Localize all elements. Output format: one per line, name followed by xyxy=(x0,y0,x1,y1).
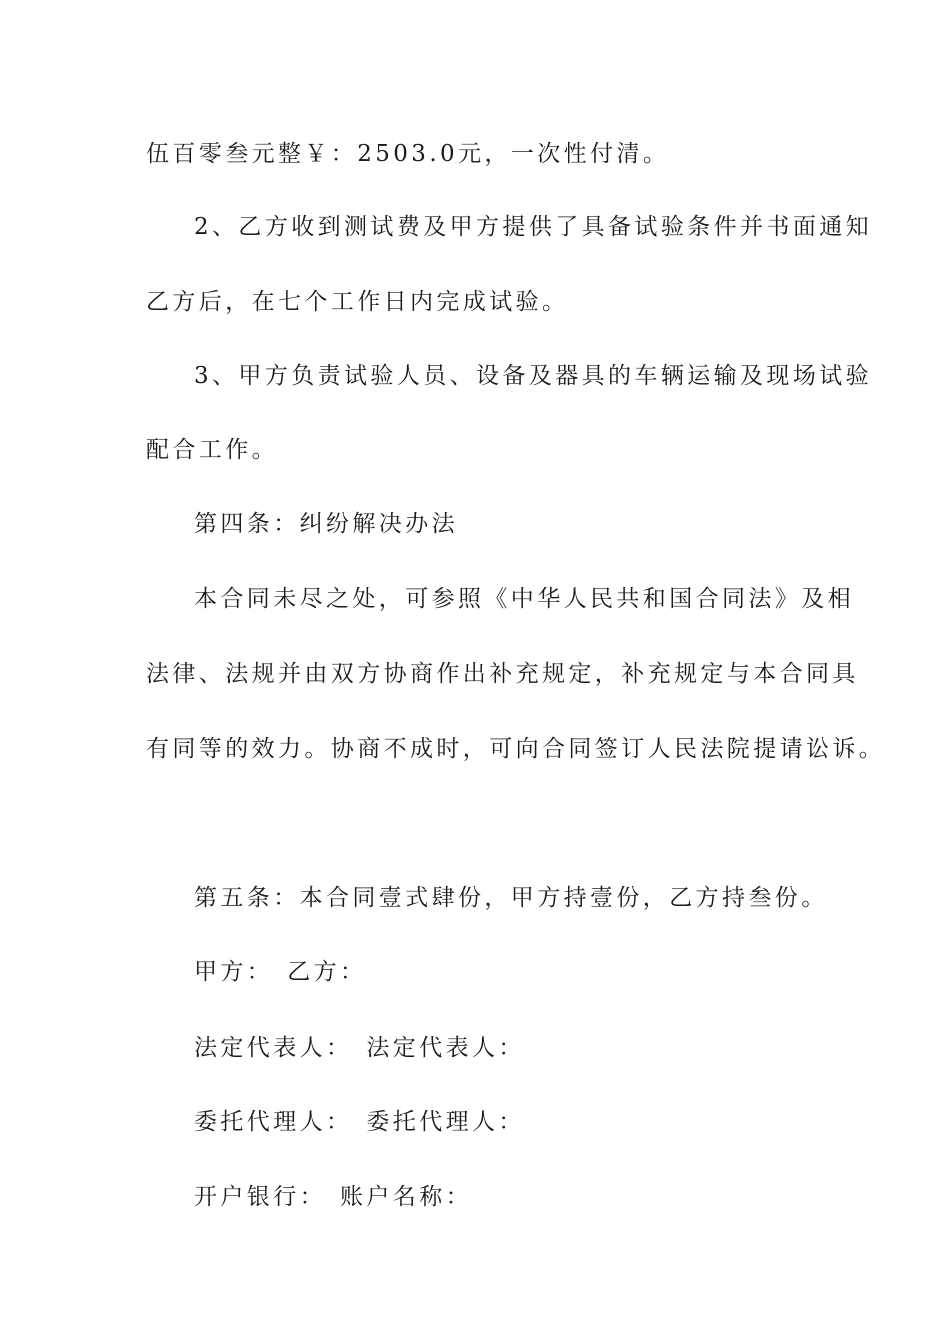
bank-label: 开户银行： xyxy=(194,1184,326,1210)
clause-item-2-line-2: 乙方后，在七个工作日内完成试验。 xyxy=(146,289,569,315)
party-line xyxy=(194,957,366,987)
legal-rep-b-label: 法定代表人： xyxy=(366,1035,525,1061)
agent-a-label: 委托代理人： xyxy=(194,1109,353,1135)
payment-amount-line: 伍百零叁元整￥：2503.0元，一次性付清。 xyxy=(146,141,670,167)
clause-item-3-line-2: 配合工作。 xyxy=(146,437,278,463)
agent-line xyxy=(194,1107,525,1137)
article-4-para-line-1: 本合同未尽之处，可参照《中华人民共和国合同法》及相 xyxy=(194,586,854,612)
party-a-label: 甲方： xyxy=(194,959,274,985)
clause-item-2-line-1: 2、乙方收到测试费及甲方提供了具备试验条件并书面通知 xyxy=(194,214,873,240)
article-4-heading: 第四条：纠纷解决办法 xyxy=(194,511,458,537)
legal-rep-a-label: 法定代表人： xyxy=(194,1035,353,1061)
legal-rep-line xyxy=(194,1033,525,1063)
article-4-para-line-3: 有同等的效力。协商不成时，可向合同签订人民法院提请讼诉。 xyxy=(146,736,886,762)
article-5-line: 第五条：本合同壹式肆份，甲方持壹份，乙方持叁份。 xyxy=(194,885,828,911)
party-b-label: 乙方： xyxy=(287,959,367,985)
article-4-para-line-2: 法律、法规并由双方协商作出补充规定，补充规定与本合同具 xyxy=(146,661,859,687)
clause-item-3-line-1: 3、甲方负责试验人员、设备及器具的车辆运输及现场试验 xyxy=(194,363,873,389)
account-name-label: 账户名称： xyxy=(340,1184,472,1210)
agent-b-label: 委托代理人： xyxy=(366,1109,525,1135)
bank-line xyxy=(194,1182,472,1212)
